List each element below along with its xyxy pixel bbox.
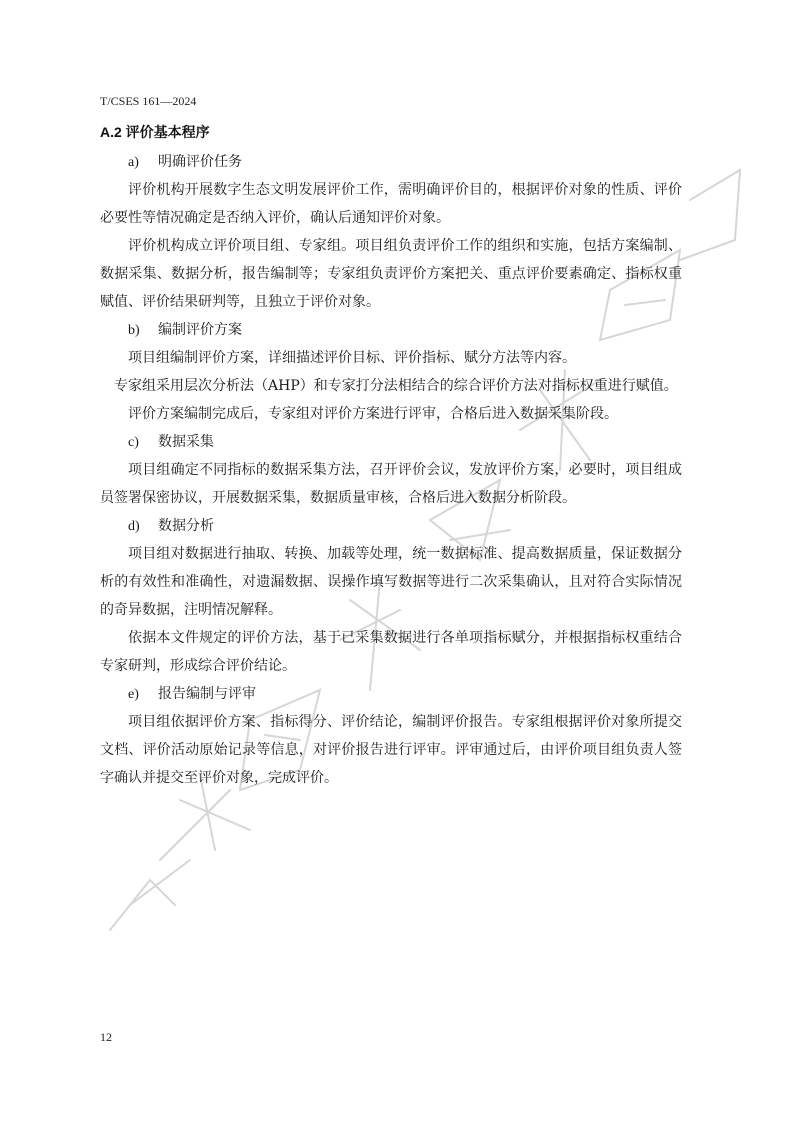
paragraph: 评价机构成立评价项目组、专家组。项目组负责评价工作的组织和实施，包括方案编制、数据采集、数据分析，报告编制等；专家组负责评价方案把关、重点评价要素确定、指标权重赋值、评价结果研判等，且独立于评价对象。 (100, 238, 682, 310)
item-heading-b: b) 编制评价方案 (128, 322, 242, 338)
standard-code: T/CSES 161—2024 (100, 94, 197, 108)
paragraph: 项目组依据评价方案、指标得分、评价结论，编制评价报告。专家组根据评价对象所提交文档、评价活动原始记录等信息，对评价报告进行评审。评审通过后，由评价项目组负责人签字确认并提交至评价对象，完成评价。 (100, 714, 682, 786)
paragraph: 专家组采用层次分析法（AHP）和专家打分法相结合的综合评价方法对指标权重进行赋值。 (114, 378, 678, 394)
section-title: A.2 评价基本程序 (100, 124, 210, 140)
paragraph: 项目组对数据进行抽取、转换、加载等处理，统一数据标准、提高数据质量，保证数据分析的有效性和准确性，对遗漏数据、误操作填写数据等进行二次采集确认，且对符合实际情况的奇异数据，注明情况解释。 (100, 546, 682, 618)
paragraph: 依据本文件规定的评价方法，基于已采集数据进行各单项指标赋分，并根据指标权重结合专家研判，形成综合评价结论。 (100, 630, 682, 674)
paragraph: 评价机构开展数字生态文明发展评价工作，需明确评价目的，根据评价对象的性质、评价必要性等情况确定是否纳入评价，确认后通知评价对象。 (100, 182, 682, 226)
item-heading-d: d) 数据分析 (128, 518, 214, 534)
item-heading-c: c) 数据采集 (128, 434, 214, 450)
paragraph: 项目组编制评价方案，详细描述评价目标、评价指标、赋分方法等内容。 (128, 350, 576, 366)
page-number: 12 (100, 1030, 112, 1044)
document-body (100, 148, 682, 792)
paragraph: 评价方案编制完成后，专家组对评价方案进行评审，合格后进入数据采集阶段。 (128, 406, 618, 422)
item-heading-e: e) 报告编制与评审 (128, 686, 256, 702)
item-heading-a: a) 明确评价任务 (128, 154, 242, 170)
paragraph: 项目组确定不同指标的数据采集方法，召开评价会议，发放评价方案，必要时，项目组成员签署保密协议，开展数据采集，数据质量审核，合格后进入数据分析阶段。 (100, 462, 682, 506)
